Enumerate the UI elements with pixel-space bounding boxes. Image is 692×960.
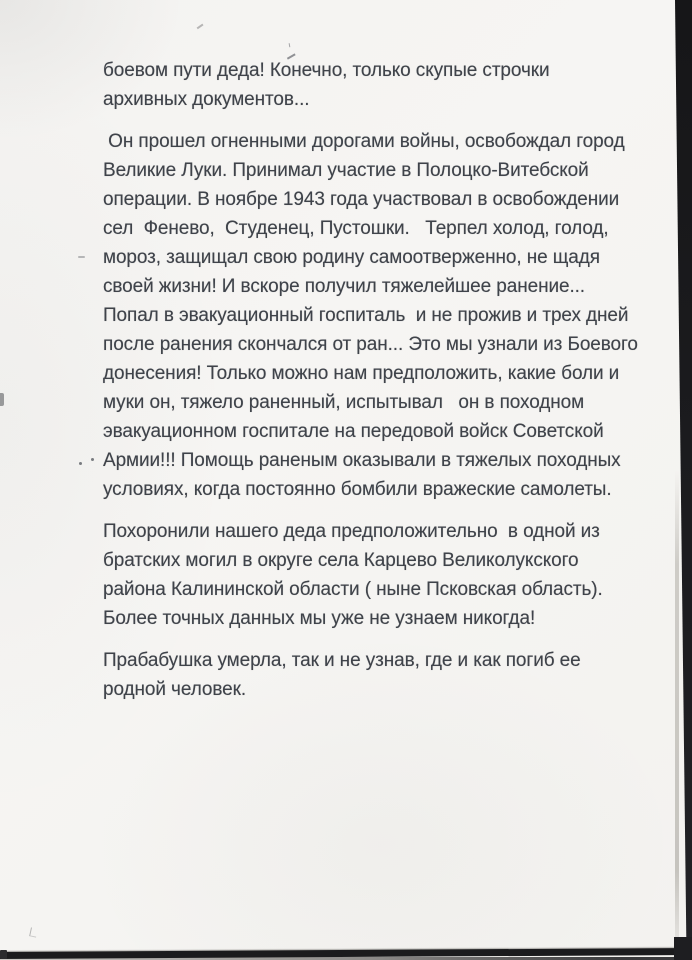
text-line: условиях, когда постоянно бомбили вражеские самолеты. — [103, 479, 612, 500]
scanner-corner-bottom-right — [674, 937, 692, 960]
text-line: мороз, защищал свою родину самоотверженно, не щадя — [103, 247, 600, 268]
text-line: эвакуационном госпитале на передовой войск Советской — [103, 421, 604, 442]
text-line: боевом пути деда! Конечно, только скупые строчки — [103, 60, 550, 81]
text-line: родной человек. — [103, 679, 246, 700]
text-line: муки он, тяжело раненный, испытывал он в походном — [103, 392, 585, 413]
text-line: после ранения скончался от ран... Это мы узнали из Боевого — [103, 334, 638, 355]
text-line: Попал в эвакуационный госпиталь и не прожив и трех дней — [103, 305, 629, 326]
text-line: Он прошел огненными дорогами войны, освобождал город — [103, 131, 625, 152]
page-edge-shadow — [675, 470, 679, 942]
ink-dots — [79, 458, 97, 466]
text-line: братских могил в округе села Карцево Великолукского — [103, 550, 579, 571]
text-line: района Калининской области ( ныне Псковская область). — [103, 579, 603, 600]
paragraph — [103, 127, 651, 504]
text-line: Прабабушка умерла, так и не узнав, где и как погиб ее — [103, 650, 581, 671]
text-line: Армии!!! Помощь раненым оказывали в тяжелых походных — [103, 450, 621, 471]
text-line: Великие Луки. Принимал участие в Полоцко-Витебской — [103, 160, 589, 181]
scan-speck — [29, 927, 38, 937]
scanner-corner-bottom-left — [0, 950, 7, 959]
scan-speck — [197, 24, 207, 34]
scan-speck-left-edge — [0, 393, 4, 406]
text-line: архивных документов... — [103, 89, 310, 110]
text-line: сел Фенево, Студенец, Пустошки. Терпел холод, голод, — [103, 218, 609, 239]
text-line: операции. В ноябре 1943 года участвовал в освобождении — [103, 189, 620, 210]
text-line: своей жизни! И вскоре получил тяжелейшее ранение... — [103, 276, 585, 297]
paragraph — [103, 56, 651, 114]
paragraph — [103, 646, 651, 704]
document-text — [103, 56, 651, 717]
paragraph — [103, 517, 651, 633]
text-line: Похоронили нашего деда предположительно в одной из — [103, 521, 600, 542]
scan-speck — [78, 256, 85, 258]
text-line: донесения! Только можно нам предположить, какие боли и — [103, 363, 620, 384]
text-line: Более точных данных мы уже не узнаем никогда! — [103, 608, 536, 629]
